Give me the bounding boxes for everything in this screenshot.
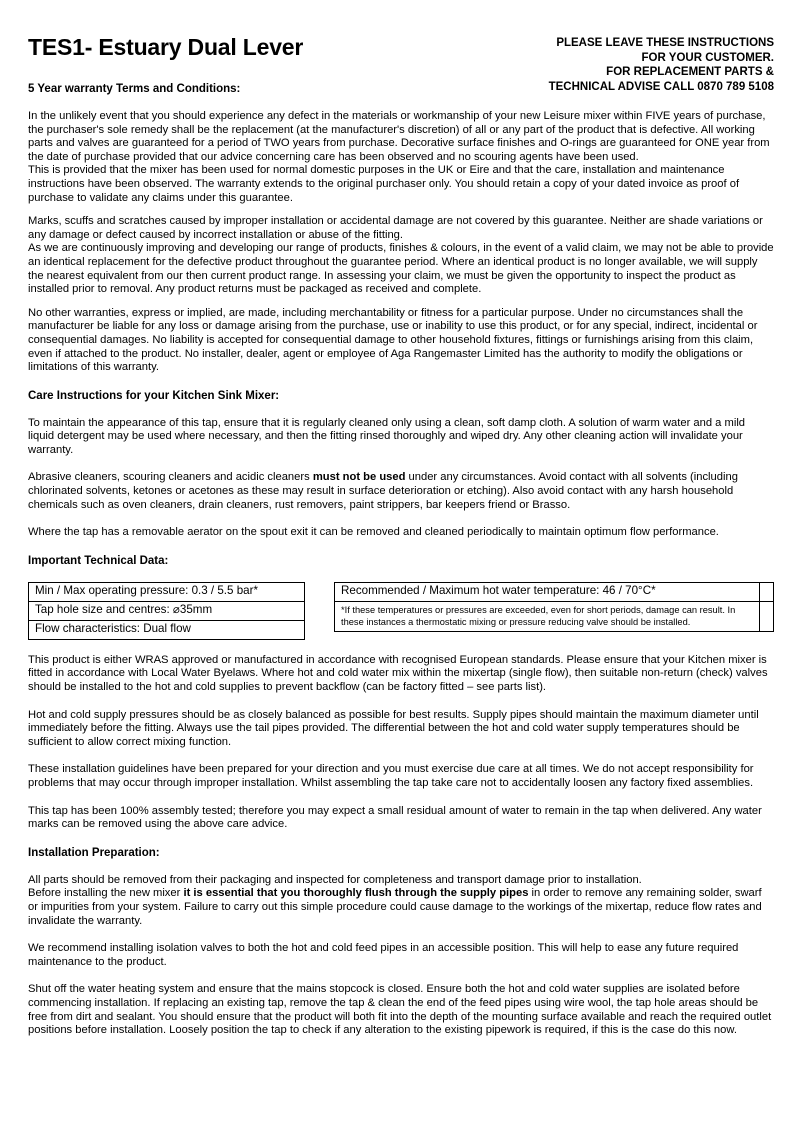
table-spacer-cell-bottom xyxy=(760,601,774,631)
spacer xyxy=(28,96,774,110)
customer-notice-line-1: PLEASE LEAVE THESE INSTRUCTIONS xyxy=(556,37,774,49)
table-row xyxy=(335,582,774,601)
table-spacer-cell-top xyxy=(760,582,774,601)
technical-data-tables xyxy=(28,582,774,640)
preparation-paragraph-2-emphasis: it is essential that you thoroughly flush through the supply pipes xyxy=(183,887,529,900)
hot-water-temperature-cell: Recommended / Maximum hot water temperature: 46 / 70°C* xyxy=(335,582,760,601)
preparation-paragraph-2 xyxy=(28,887,774,928)
warranty-paragraph-2: This is provided that the mixer has been used for normal domestic purposes in the UK or Eire and that the care, installation and maintenance instructions have been observed. The warranty extends to the original purchaser only. You should retain a copy of your dated invoice as proof of purchase to validate any claims under this guarantee. xyxy=(28,164,740,204)
customer-notice-line-3: FOR REPLACEMENT PARTS & xyxy=(606,66,774,78)
spacer xyxy=(28,928,774,942)
operating-pressure-cell: Min / Max operating pressure: 0.3 / 5.5 bar* xyxy=(29,582,305,601)
installation-paragraph-3: These installation guidelines have been prepared for your direction and you must exercise due care at all times. We do not accept responsibility for problems that may occur through improper installation. Whilst assembling the tap take care not to accidentally loosen any factory fixed assemblies. xyxy=(28,763,754,789)
preparation-paragraph-1: All parts should be removed from their packaging and inspected for completeness and transport damage prior to installation. xyxy=(28,873,642,886)
spacer xyxy=(28,832,774,846)
table-row xyxy=(335,601,774,631)
spacer xyxy=(28,403,774,417)
table-row xyxy=(29,582,305,601)
spacer xyxy=(28,540,774,554)
care-paragraph-2-text-b: under any circumstances. Avoid contact with all solvents (including chlorinated solvents, ketones or acetones as these may result in surface deterioration or etching). Also avoid contact with any harsh household chemicals such as oven cleaners, drain cleaners, rust removers, paint strippers, bar keepers friend or Brasso. xyxy=(28,471,738,511)
temperature-footnote-cell: *If these temperatures or pressures are exceeded, even for short periods, damage can result. In these instances a thermostatic mixing or pressure reducing valve should be installed. xyxy=(335,601,760,631)
warranty-paragraph-5: No other warranties, express or implied, are made, including merchantability or fitness for a particular purpose. Under no circumstances shall the manufacturer be liable for any loss or damage arising from the purchase, use or inability to use this product, or for any special, indirect, incidental or consequential damages. No liability is accepted for consequential damage to other household fixtures, fittings or furnishings arising from this claim, even if attached to the product. No installer, dealer, agent or employee of Aga Rangemaster Limited has the authority to modify the obligations or limitations of this warranty. xyxy=(28,306,758,374)
spacer xyxy=(28,695,774,709)
table-row xyxy=(29,620,305,639)
care-paragraph-2-text-a: Abrasive cleaners, scouring cleaners and acidic cleaners xyxy=(28,471,313,484)
spacer xyxy=(28,512,774,526)
spacer xyxy=(28,568,774,582)
preparation-paragraph-4: Shut off the water heating system and ensure that the mains stopcock is closed. Ensure both the hot and cold water supplies are isolated before commencing installation. If replacing an existing tap, remove the tap & clean the end of the feed pipes using wire wool, the tap hole areas should be free from dirt and sealant. You should ensure that the product will both fit into the depth of the mounting surface available and reach the required outlet positions before installation. Loosely position the tap to check if any alteration to the existing pipework is required, if this is the case do this now. xyxy=(28,983,772,1037)
spacer xyxy=(28,640,774,654)
spacer xyxy=(28,860,774,874)
operating-specs-table xyxy=(28,582,305,640)
preparation-paragraph-3: We recommend installing isolation valves to both the hot and cold feed pipes in an accessible position. This will help to ease any future required maintenance to the product. xyxy=(28,942,739,968)
installation-paragraph-4: This tap has been 100% assembly tested; therefore you may expect a small residual amount of water to remain in the tap when delivered. Any water marks can be removed using the above care advice. xyxy=(28,804,762,831)
care-heading: Care Instructions for your Kitchen Sink Mixer: xyxy=(28,389,280,402)
page-content xyxy=(28,0,774,1038)
spacer xyxy=(28,375,774,389)
spacer xyxy=(28,205,774,215)
hot-water-temperature-table xyxy=(334,582,774,632)
preparation-paragraph-2-text-b: in order to remove any remaining solder, swarf or impurities from your system. Failure to carry out this simple procedure could cause damage to the workings of the mixertap, reduce flow rates and invalidate the warranty. xyxy=(28,887,762,927)
care-paragraph-1: To maintain the appearance of this tap, ensure that it is regularly cleaned only using a clean, soft damp cloth. A solution of warm water and a mild liquid detergent may be used where necessary, and then the fitting rinsed thoroughly and wiped dry. Any other cleaning action will invalidate your warranty. xyxy=(28,416,746,456)
spacer xyxy=(28,969,774,983)
customer-notice xyxy=(354,36,774,94)
spacer xyxy=(28,297,774,307)
flow-characteristics-cell: Flow characteristics: Dual flow xyxy=(29,620,305,639)
tap-hole-size-cell: Tap hole size and centres: ⌀35mm xyxy=(29,601,305,620)
warranty-heading: 5 Year warranty Terms and Conditions: xyxy=(28,83,241,95)
care-paragraph-3: Where the tap has a removable aerator on the spout exit it can be removed and cleaned periodically to maintain optimum flow performance. xyxy=(28,526,719,539)
warranty-paragraph-4: As we are continuously improving and developing our range of products, finishes & colours, in the event of a valid claim, we may not be able to provide an identical replacement for the defective product throughout the guarantee period. Where an identical product is no longer available, we will supply the nearest equivalent from our then current product range. In assessing your claim, we must be given the opportunity to inspect the product as installed prior to removal. Any product returns must be packaged as received and complete. xyxy=(28,242,774,296)
technical-data-heading: Important Technical Data: xyxy=(28,554,169,567)
customer-notice-line-2: FOR YOUR CUSTOMER. xyxy=(641,51,774,64)
table-row xyxy=(29,601,305,620)
page-title: TES1- Estuary Dual Lever xyxy=(28,34,304,60)
customer-notice-line-4: TECHNICAL ADVISE CALL 0870 789 5108 xyxy=(548,80,774,93)
care-paragraph-2 xyxy=(28,471,774,512)
spacer xyxy=(28,791,774,805)
warranty-paragraph-3: Marks, scuffs and scratches caused by improper installation or accidental damage are not covered by this guarantee. Neither are shade variations or any damage or defect caused by incorrect installation or abuse of the fitting. xyxy=(28,215,763,241)
preparation-paragraph-2-text-a: Before installing the new mixer xyxy=(28,887,184,900)
installation-paragraph-2: Hot and cold supply pressures should be as closely balanced as possible for best results. Supply pipes should maintain the maximum diameter until immediately before the fitting. Always use the tail pipes provided. The differential between the hot and cold water supply temperatures should be sufficient to allow correct mixing function. xyxy=(28,708,759,748)
spacer xyxy=(28,749,774,763)
warranty-paragraph-1: In the unlikely event that you should experience any defect in the materials or workmanship of your new Leisure mixer within FIVE years of purchase, the purchaser's sole remedy shall be the replacement (at the manufacturer's discretion) of all or any part of the product that is defective. All working parts and valves are guaranteed for a period of TWO years from purchase. Decorative surface finishes and O-rings are guaranteed for ONE year from the date of purchase provided that our advice concerning care has been observed and no scouring agents have been used. xyxy=(28,110,770,163)
installation-paragraph-1: This product is either WRAS approved or manufactured in accordance with recognised European standards. Please ensure that your Kitchen mixer is fitted in accordance with Local Water Byelaws. Where hot and cold water mix within the mixertap (single flow), then suitable non-return (check) valves should be installed to the hot and cold supplies to prevent backflow (can be factory fitted – see parts list). xyxy=(28,653,768,694)
spacer xyxy=(28,457,774,471)
installation-preparation-heading: Installation Preparation: xyxy=(28,846,160,859)
care-paragraph-2-emphasis: must not be used xyxy=(312,471,406,484)
